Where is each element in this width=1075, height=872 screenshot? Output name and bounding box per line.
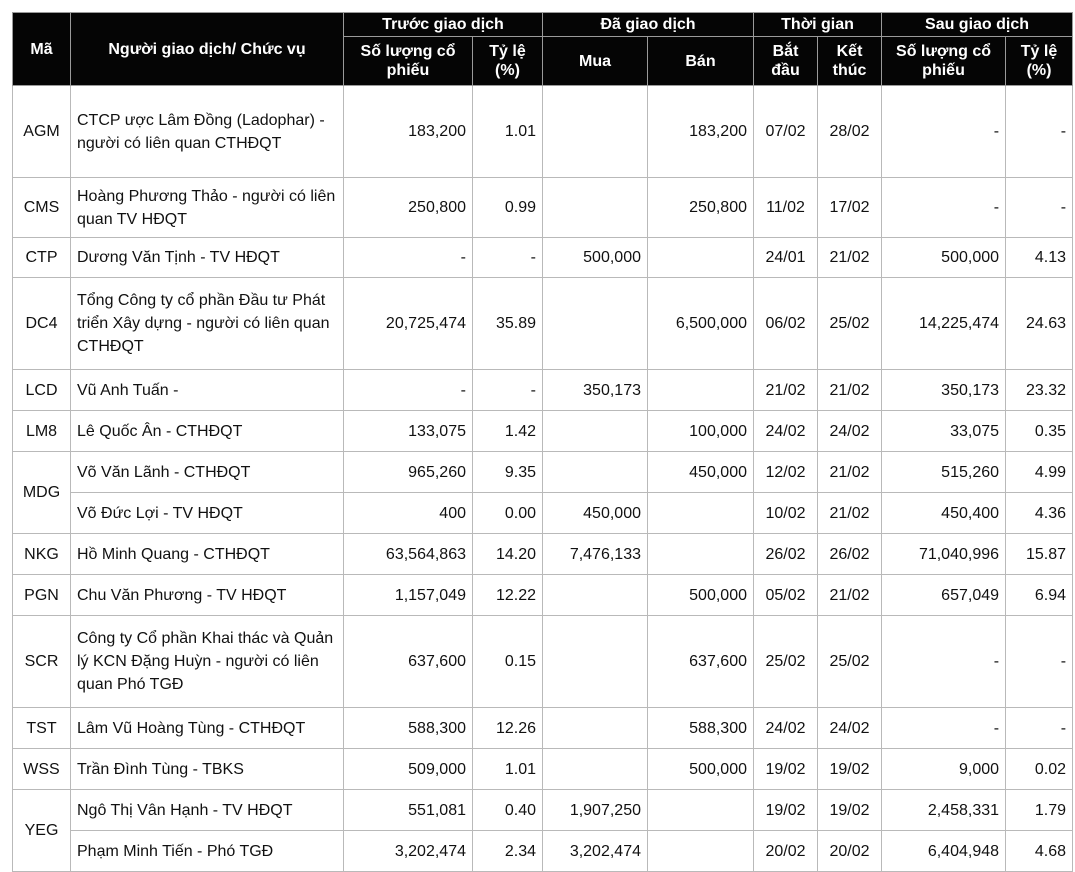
header-bat-dau: Bắt đầu bbox=[754, 37, 818, 86]
table-row bbox=[13, 616, 1073, 708]
cell-ket-thuc: 17/02 bbox=[818, 178, 882, 238]
cell-ban bbox=[648, 831, 754, 872]
cell-ket-thuc: 24/02 bbox=[818, 708, 882, 749]
cell-truoc-tl: 0.99 bbox=[473, 178, 543, 238]
cell-truoc-sl: 965,260 bbox=[344, 452, 473, 493]
header-mua: Mua bbox=[543, 37, 648, 86]
cell-ban: 450,000 bbox=[648, 452, 754, 493]
cell-sau-sl: - bbox=[882, 178, 1006, 238]
cell-ma: CTP bbox=[13, 238, 71, 278]
table-row bbox=[13, 86, 1073, 178]
table-row bbox=[13, 452, 1073, 493]
cell-mua: 500,000 bbox=[543, 238, 648, 278]
cell-sau-tl: - bbox=[1006, 616, 1073, 708]
table-row bbox=[13, 370, 1073, 411]
cell-truoc-tl: 1.01 bbox=[473, 86, 543, 178]
cell-ket-thuc: 21/02 bbox=[818, 370, 882, 411]
header-ban: Bán bbox=[648, 37, 754, 86]
cell-truoc-sl: 588,300 bbox=[344, 708, 473, 749]
cell-bat-dau: 24/02 bbox=[754, 411, 818, 452]
cell-mua bbox=[543, 86, 648, 178]
cell-nguoi: Lâm Vũ Hoàng Tùng - CTHĐQT bbox=[71, 708, 344, 749]
cell-nguoi: Công ty Cổ phần Khai thác và Quản lý KCN Đặng Huỳn - người có liên quan Phó TGĐ bbox=[71, 616, 344, 708]
cell-bat-dau: 24/01 bbox=[754, 238, 818, 278]
cell-ban: 500,000 bbox=[648, 749, 754, 790]
cell-bat-dau: 25/02 bbox=[754, 616, 818, 708]
cell-ket-thuc: 19/02 bbox=[818, 749, 882, 790]
cell-nguoi: Ngô Thị Vân Hạnh - TV HĐQT bbox=[71, 790, 344, 831]
cell-sau-sl: 71,040,996 bbox=[882, 534, 1006, 575]
cell-nguoi: Vũ Anh Tuấn - bbox=[71, 370, 344, 411]
header-ma: Mã bbox=[13, 13, 71, 86]
cell-bat-dau: 05/02 bbox=[754, 575, 818, 616]
cell-sau-tl: 1.79 bbox=[1006, 790, 1073, 831]
table-row bbox=[13, 411, 1073, 452]
cell-truoc-tl: 35.89 bbox=[473, 278, 543, 370]
cell-mua bbox=[543, 616, 648, 708]
cell-truoc-sl: 551,081 bbox=[344, 790, 473, 831]
cell-truoc-tl: 9.35 bbox=[473, 452, 543, 493]
cell-sau-tl: 4.68 bbox=[1006, 831, 1073, 872]
cell-truoc-sl: 63,564,863 bbox=[344, 534, 473, 575]
cell-ket-thuc: 28/02 bbox=[818, 86, 882, 178]
cell-sau-tl: - bbox=[1006, 708, 1073, 749]
cell-mua: 450,000 bbox=[543, 493, 648, 534]
cell-nguoi: Hồ Minh Quang - CTHĐQT bbox=[71, 534, 344, 575]
cell-sau-sl: 2,458,331 bbox=[882, 790, 1006, 831]
cell-sau-tl: 6.94 bbox=[1006, 575, 1073, 616]
cell-truoc-tl: 14.20 bbox=[473, 534, 543, 575]
cell-mua bbox=[543, 278, 648, 370]
cell-truoc-sl: 183,200 bbox=[344, 86, 473, 178]
cell-bat-dau: 07/02 bbox=[754, 86, 818, 178]
table-row bbox=[13, 238, 1073, 278]
cell-ban bbox=[648, 534, 754, 575]
cell-truoc-sl: 133,075 bbox=[344, 411, 473, 452]
cell-sau-sl: 350,173 bbox=[882, 370, 1006, 411]
header-ket-thuc: Kết thúc bbox=[818, 37, 882, 86]
header-truoc-giao-dich: Trước giao dịch bbox=[344, 13, 543, 37]
cell-mua bbox=[543, 178, 648, 238]
cell-ban: 6,500,000 bbox=[648, 278, 754, 370]
cell-truoc-sl: - bbox=[344, 238, 473, 278]
cell-ban bbox=[648, 493, 754, 534]
cell-bat-dau: 19/02 bbox=[754, 790, 818, 831]
cell-sau-tl: 4.13 bbox=[1006, 238, 1073, 278]
cell-sau-tl: 4.36 bbox=[1006, 493, 1073, 534]
cell-truoc-tl: 0.15 bbox=[473, 616, 543, 708]
cell-bat-dau: 20/02 bbox=[754, 831, 818, 872]
table-body bbox=[13, 86, 1073, 872]
cell-sau-sl: 6,404,948 bbox=[882, 831, 1006, 872]
cell-bat-dau: 06/02 bbox=[754, 278, 818, 370]
cell-sau-sl: - bbox=[882, 616, 1006, 708]
cell-truoc-sl: - bbox=[344, 370, 473, 411]
cell-truoc-sl: 3,202,474 bbox=[344, 831, 473, 872]
cell-sau-sl: - bbox=[882, 708, 1006, 749]
cell-ma: CMS bbox=[13, 178, 71, 238]
cell-mua bbox=[543, 575, 648, 616]
table-row bbox=[13, 575, 1073, 616]
cell-bat-dau: 10/02 bbox=[754, 493, 818, 534]
header-thoi-gian: Thời gian bbox=[754, 13, 882, 37]
cell-bat-dau: 11/02 bbox=[754, 178, 818, 238]
cell-ket-thuc: 20/02 bbox=[818, 831, 882, 872]
cell-truoc-tl: 1.42 bbox=[473, 411, 543, 452]
cell-truoc-sl: 250,800 bbox=[344, 178, 473, 238]
cell-ban: 637,600 bbox=[648, 616, 754, 708]
cell-bat-dau: 19/02 bbox=[754, 749, 818, 790]
table-row bbox=[13, 493, 1073, 534]
cell-mua: 3,202,474 bbox=[543, 831, 648, 872]
cell-sau-tl: 0.35 bbox=[1006, 411, 1073, 452]
cell-mua: 1,907,250 bbox=[543, 790, 648, 831]
cell-ma: TST bbox=[13, 708, 71, 749]
cell-ket-thuc: 25/02 bbox=[818, 616, 882, 708]
cell-ma: DC4 bbox=[13, 278, 71, 370]
cell-mua bbox=[543, 452, 648, 493]
cell-sau-sl: 657,049 bbox=[882, 575, 1006, 616]
cell-truoc-tl: 12.22 bbox=[473, 575, 543, 616]
cell-mua bbox=[543, 749, 648, 790]
table-row bbox=[13, 790, 1073, 831]
cell-nguoi: Dương Văn Tịnh - TV HĐQT bbox=[71, 238, 344, 278]
cell-ket-thuc: 21/02 bbox=[818, 238, 882, 278]
cell-ma: PGN bbox=[13, 575, 71, 616]
cell-bat-dau: 24/02 bbox=[754, 708, 818, 749]
cell-ket-thuc: 21/02 bbox=[818, 575, 882, 616]
cell-ma: YEG bbox=[13, 790, 71, 872]
table-row bbox=[13, 278, 1073, 370]
cell-truoc-sl: 509,000 bbox=[344, 749, 473, 790]
cell-ban bbox=[648, 238, 754, 278]
cell-ma: LM8 bbox=[13, 411, 71, 452]
cell-mua: 350,173 bbox=[543, 370, 648, 411]
cell-sau-sl: 450,400 bbox=[882, 493, 1006, 534]
cell-bat-dau: 12/02 bbox=[754, 452, 818, 493]
cell-ket-thuc: 21/02 bbox=[818, 452, 882, 493]
cell-mua bbox=[543, 411, 648, 452]
header-da-giao-dich: Đã giao dịch bbox=[543, 13, 754, 37]
cell-mua bbox=[543, 708, 648, 749]
cell-bat-dau: 26/02 bbox=[754, 534, 818, 575]
cell-sau-sl: 33,075 bbox=[882, 411, 1006, 452]
cell-nguoi: CTCP ược Lâm Đồng (Ladophar) - người có liên quan CTHĐQT bbox=[71, 86, 344, 178]
cell-sau-tl: - bbox=[1006, 178, 1073, 238]
header-sau-ty-le: Tỷ lệ (%) bbox=[1006, 37, 1073, 86]
cell-nguoi: Hoàng Phương Thảo - người có liên quan TV HĐQT bbox=[71, 178, 344, 238]
cell-truoc-tl: 1.01 bbox=[473, 749, 543, 790]
table-row bbox=[13, 708, 1073, 749]
header-sau-giao-dich: Sau giao dịch bbox=[882, 13, 1073, 37]
cell-ban: 588,300 bbox=[648, 708, 754, 749]
cell-ma: SCR bbox=[13, 616, 71, 708]
table-row bbox=[13, 749, 1073, 790]
cell-nguoi: Chu Văn Phương - TV HĐQT bbox=[71, 575, 344, 616]
cell-sau-tl: - bbox=[1006, 86, 1073, 178]
cell-ma: WSS bbox=[13, 749, 71, 790]
header-truoc-ty-le: Tỷ lệ (%) bbox=[473, 37, 543, 86]
table-row bbox=[13, 831, 1073, 872]
cell-truoc-sl: 637,600 bbox=[344, 616, 473, 708]
cell-sau-tl: 4.99 bbox=[1006, 452, 1073, 493]
cell-sau-sl: 14,225,474 bbox=[882, 278, 1006, 370]
cell-truoc-tl: 0.40 bbox=[473, 790, 543, 831]
table-row bbox=[13, 178, 1073, 238]
cell-ban bbox=[648, 790, 754, 831]
cell-ket-thuc: 25/02 bbox=[818, 278, 882, 370]
cell-ban: 500,000 bbox=[648, 575, 754, 616]
header-truoc-so-luong: Số lượng cổ phiếu bbox=[344, 37, 473, 86]
cell-sau-sl: - bbox=[882, 86, 1006, 178]
cell-sau-tl: 24.63 bbox=[1006, 278, 1073, 370]
header-sau-so-luong: Số lượng cổ phiếu bbox=[882, 37, 1006, 86]
cell-ket-thuc: 24/02 bbox=[818, 411, 882, 452]
cell-ma: LCD bbox=[13, 370, 71, 411]
cell-truoc-tl: - bbox=[473, 370, 543, 411]
cell-ket-thuc: 19/02 bbox=[818, 790, 882, 831]
cell-mua: 7,476,133 bbox=[543, 534, 648, 575]
cell-nguoi: Phạm Minh Tiến - Phó TGĐ bbox=[71, 831, 344, 872]
cell-sau-sl: 500,000 bbox=[882, 238, 1006, 278]
cell-ket-thuc: 21/02 bbox=[818, 493, 882, 534]
cell-truoc-sl: 1,157,049 bbox=[344, 575, 473, 616]
cell-ma: NKG bbox=[13, 534, 71, 575]
cell-bat-dau: 21/02 bbox=[754, 370, 818, 411]
cell-nguoi: Lê Quốc Ân - CTHĐQT bbox=[71, 411, 344, 452]
cell-nguoi: Võ Văn Lãnh - CTHĐQT bbox=[71, 452, 344, 493]
cell-ma: AGM bbox=[13, 86, 71, 178]
cell-nguoi: Võ Đức Lợi - TV HĐQT bbox=[71, 493, 344, 534]
cell-sau-tl: 0.02 bbox=[1006, 749, 1073, 790]
cell-truoc-tl: - bbox=[473, 238, 543, 278]
cell-sau-tl: 23.32 bbox=[1006, 370, 1073, 411]
cell-ban: 100,000 bbox=[648, 411, 754, 452]
cell-truoc-tl: 12.26 bbox=[473, 708, 543, 749]
cell-truoc-sl: 20,725,474 bbox=[344, 278, 473, 370]
cell-ket-thuc: 26/02 bbox=[818, 534, 882, 575]
cell-ban: 250,800 bbox=[648, 178, 754, 238]
cell-ban bbox=[648, 370, 754, 411]
cell-nguoi: Trần Đình Tùng - TBKS bbox=[71, 749, 344, 790]
table-row bbox=[13, 534, 1073, 575]
cell-ban: 183,200 bbox=[648, 86, 754, 178]
cell-ma: MDG bbox=[13, 452, 71, 534]
cell-sau-sl: 9,000 bbox=[882, 749, 1006, 790]
cell-sau-sl: 515,260 bbox=[882, 452, 1006, 493]
table-header bbox=[13, 13, 1073, 86]
header-nguoi-giao-dich: Người giao dịch/ Chức vụ bbox=[71, 13, 344, 86]
cell-nguoi: Tổng Công ty cổ phần Đầu tư Phát triển Xây dựng - người có liên quan CTHĐQT bbox=[71, 278, 344, 370]
cell-truoc-sl: 400 bbox=[344, 493, 473, 534]
insider-trading-table bbox=[12, 12, 1073, 872]
cell-sau-tl: 15.87 bbox=[1006, 534, 1073, 575]
cell-truoc-tl: 0.00 bbox=[473, 493, 543, 534]
cell-truoc-tl: 2.34 bbox=[473, 831, 543, 872]
